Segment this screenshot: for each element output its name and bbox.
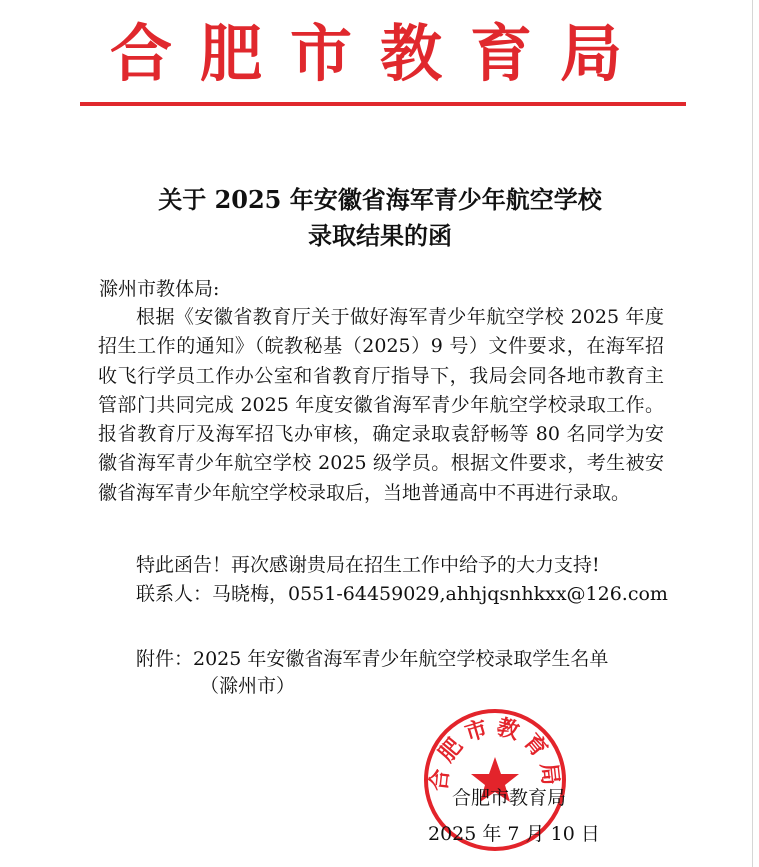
seal-text: 合肥市教育局 (426, 714, 564, 793)
closing-line: 特此函告！再次感谢贵局在招生工作中给予的大力支持! (136, 554, 600, 576)
agency-letterhead: 合肥市教育局 (109, 17, 650, 90)
letterhead-red-rule (80, 102, 686, 106)
attachment-subline: （滁州市） (200, 675, 296, 697)
page-edge-line (752, 0, 753, 867)
signature-organization: 合肥市教育局 (452, 787, 567, 809)
salutation: 滁州市教体局: (99, 278, 220, 300)
document-title-line2: 录取结果的函 (308, 221, 452, 250)
attachment-line: 附件：2025 年安徽省海军青少年航空学校录取学生名单 (136, 648, 609, 670)
contact-line: 联系人：马晓梅，0551-64459029,ahhjqsnhkxx@126.com (136, 583, 668, 605)
document-title-line1: 关于 2025 年安徽省海军青少年航空学校 (158, 185, 602, 214)
body-paragraph: 根据《安徽省教育厅关于做好海军青少年航空学校 2025 年度招生工作的通知》（皖教秘基（2025）9 号）文件要求，在海军招收飞行学员工作办公室和省教育厅指导下，我局会同各地市教育主管部门共同完成 2025 年度安徽省海军青少年航空学校录取工作。报省教育厅及海军招飞办审核，确定录取袁舒畅等 80 名同学为安徽省海军青少年航空学校 2025 级学员。根据文件要求，考生被安徽省海军青少年航空学校录取后，当地普通高中不再进行录取。 (98, 306, 664, 504)
signature-date: 2025 年 7 月 10 日 (428, 823, 600, 845)
